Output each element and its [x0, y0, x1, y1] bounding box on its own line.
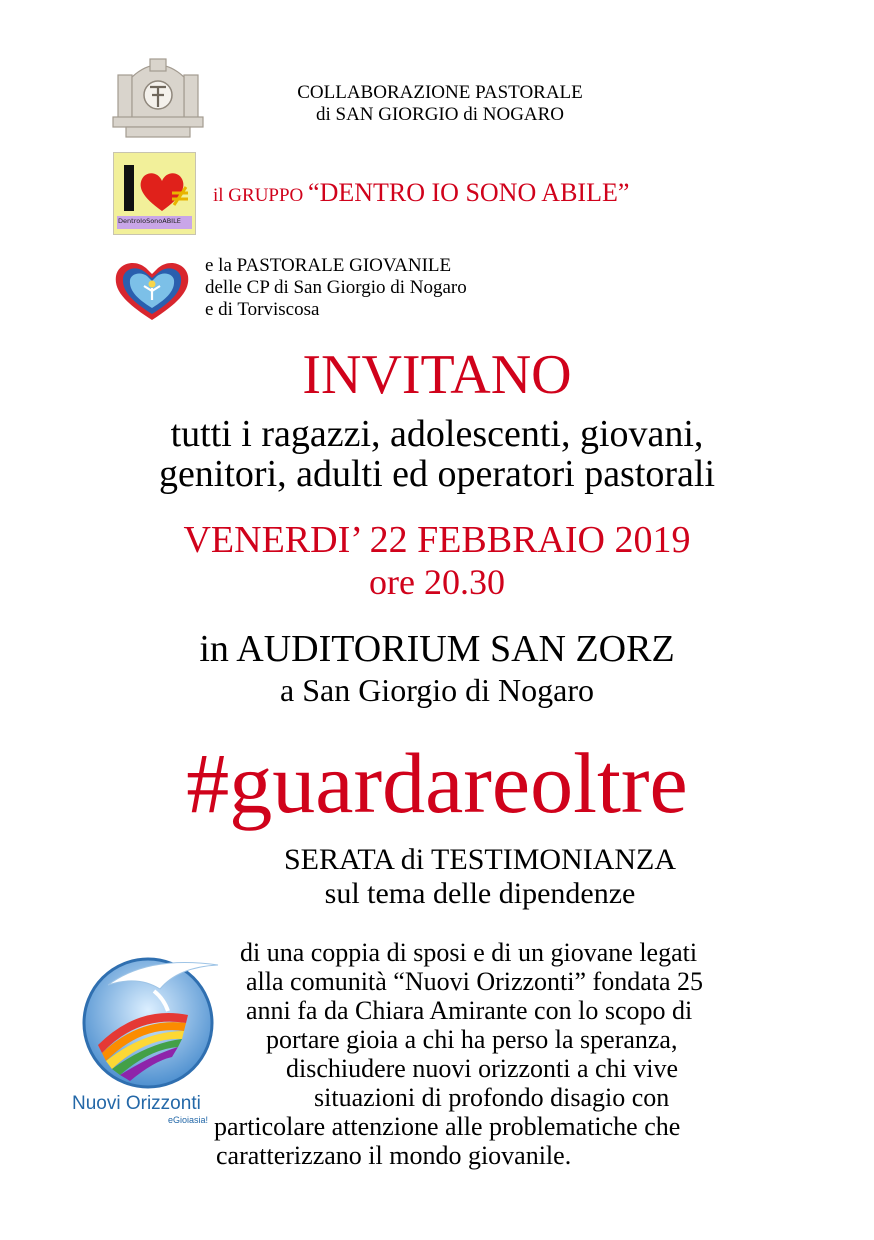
- invitees-line-1: tutti i ragazzi, adolescenti, giovani,: [170, 413, 704, 455]
- nuovi-orizzonti-logo: [68, 945, 233, 1135]
- nuovi-orizzonti-globe-icon: [68, 945, 233, 1095]
- description-line-2: alla comunità “Nuovi Orizzonti” fondata 25: [246, 967, 704, 996]
- description-line-7: particolare attenzione alle problematiche che: [214, 1112, 681, 1141]
- invitano-heading: INVITANO: [302, 344, 572, 406]
- description-line-1: di una coppia di sposi e di un giovane legati: [240, 938, 698, 967]
- event-venue: in AUDITORIUM SAN ZORZ: [199, 628, 675, 670]
- invitees-text: [0, 414, 874, 494]
- pastorale-line-3: e di Torviscosa: [205, 299, 320, 320]
- description-line-4: portare gioia a chi ha perso la speranza,: [266, 1025, 678, 1054]
- event-date: VENERDI’ 22 FEBBRAIO 2019: [183, 519, 691, 561]
- nuovi-orizzonti-tagline: eGioiasia!: [168, 1115, 209, 1125]
- group-line: [213, 178, 629, 208]
- pastorale-line-2: delle CP di San Giorgio di Nogaro: [205, 277, 467, 298]
- group-prefix: il GRUPPO: [213, 185, 304, 206]
- dentro-io-sono-abile-logo: [113, 152, 196, 235]
- description-line-3: anni fa da Chiara Amirante con lo scopo di: [246, 996, 693, 1025]
- event-hashtag: #guardareoltre: [186, 735, 688, 831]
- event-time: ore 20.30: [369, 562, 505, 602]
- invitees-line-2: genitori, adulti ed operatori pastorali: [158, 453, 716, 495]
- description-line-6: situazioni di profondo disagio con: [314, 1083, 670, 1112]
- serata-line-1: SERATA di TESTIMONIANZA: [283, 843, 677, 876]
- serata-line-2: sul tema delle dipendenze: [324, 877, 636, 910]
- church-crest-icon: [108, 55, 208, 141]
- description-line-8: caratterizzano il mondo giovanile.: [216, 1141, 572, 1170]
- collaboration-subtitle: di SAN GIORGIO di NOGARO: [315, 104, 565, 125]
- heart-logo-icon: [112, 258, 192, 322]
- community-description: [214, 938, 834, 1170]
- collaboration-title: COLLABORAZIONE PASTORALE: [297, 82, 583, 103]
- description-line-5: dischiudere nuovi orizzonti a chi vive: [286, 1054, 679, 1083]
- event-town: a San Giorgio di Nogaro: [279, 672, 595, 708]
- pastorale-line-1: e la PASTORALE GIOVANILE: [205, 255, 452, 276]
- nuovi-orizzonti-name: Nuovi Orizzonti: [72, 1093, 201, 1114]
- collaboration-header: [240, 82, 640, 126]
- group-name: “DENTRO IO SONO ABILE”: [308, 178, 630, 207]
- dentro-logo-text: DentroIoSonoABILE: [118, 217, 181, 225]
- serata-heading: [210, 843, 750, 911]
- pastorale-block: [205, 255, 467, 321]
